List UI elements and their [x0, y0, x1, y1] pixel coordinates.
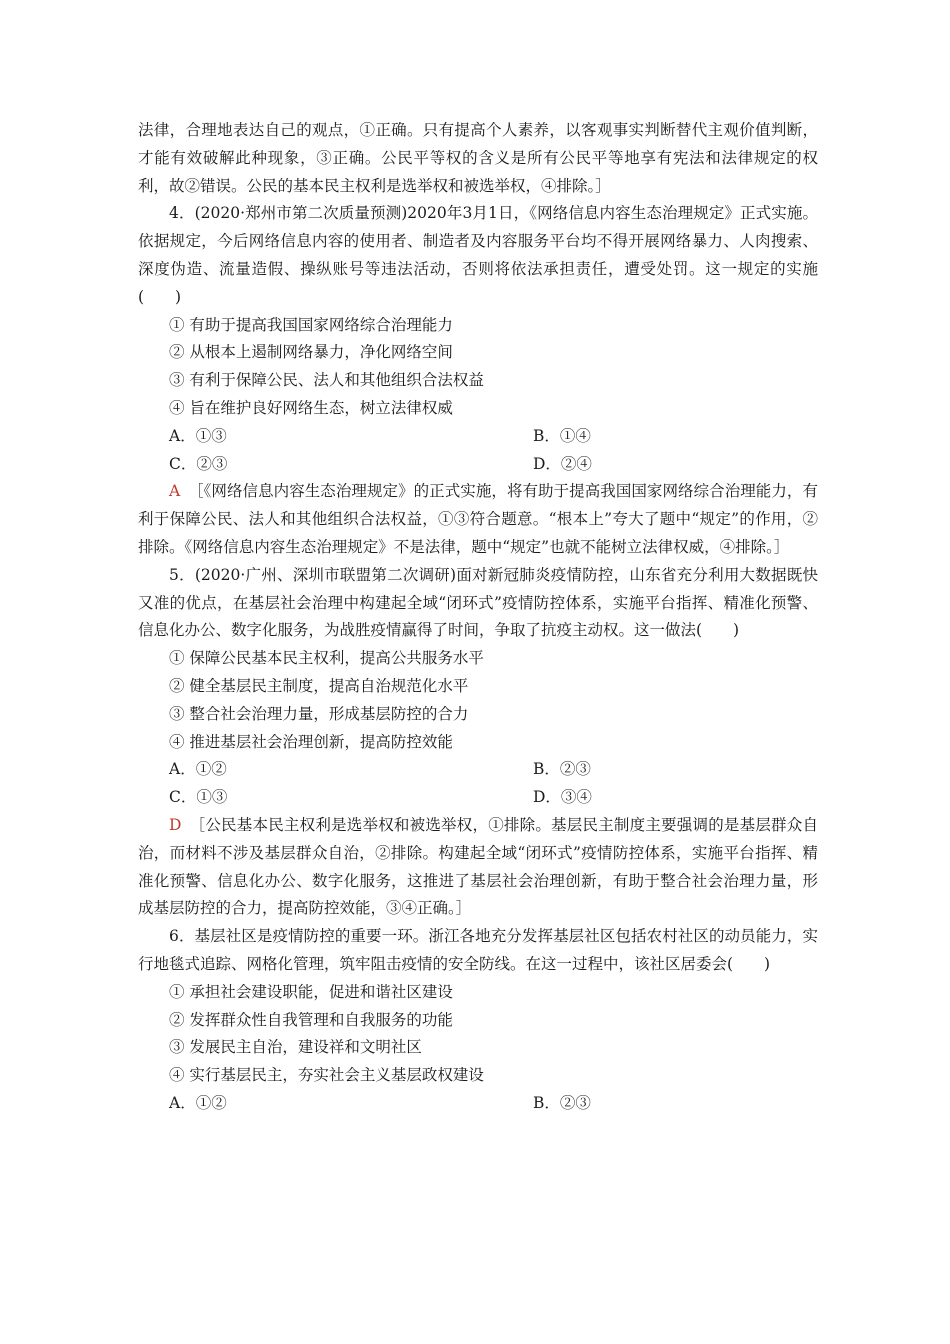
previous-explanation: 法律，合理地表达自己的观点，①正确。只有提高个人素养，以客观事实判断替代主观价值判断，才能有效破解此种现象，③正确。公民平等权的含义是所有公民平等地享有宪法和法律规定的权利，故②错误。公民的基本民主权利是选举权和被选举权，④排除。］: [138, 121, 818, 195]
question-4-choice-d: D．②④: [533, 454, 592, 473]
question-5-option-4: ④ 推进基层社会治理创新，提高防控效能: [169, 732, 453, 751]
question-6-stem: 6．基层社区是疫情防控的重要一环。浙江各地充分发挥基层社区包括农村社区的动员能力，实行地毯式追踪、网格化管理，筑牢阻击疫情的安全防线。在这一过程中，该社区居委会( ): [138, 927, 818, 973]
question-6-option-4: ④ 实行基层民主，夯实社会主义基层政权建设: [169, 1066, 484, 1085]
question-5-stem: 5．(2020·广州、深圳市联盟第二次调研)面对新冠肺炎疫情防控，山东省充分利用大数据既快又准的优点，在基层社会治理中构建起全域“闭环式”疫情防控体系，实施平台指挥、精准化预警、信息化办公、数字化服务，为战胜疫情赢得了时间，争取了抗疫主动权。这一做法( ): [138, 565, 818, 640]
question-4-option-4: ④ 旨在维护良好网络生态，树立法律权威: [169, 398, 453, 417]
question-4-choice-b: B．①④: [533, 426, 591, 445]
question-4-explanation-text: ［《网络信息内容生态治理规定》的正式实施，将有助于提高我国国家网络综合治理能力，有利于保障公民、法人和其他组织合法权益，①③符合题意。“根本上”夸大了题中“规定”的作用，②排除。《网络信息内容生态治理规定》不是法律，题中“规定”也就不能树立法律权威，④排除。］: [138, 482, 818, 556]
question-4-stem: 4．(2020·郑州市第二次质量预测)2020年3月1日，《网络信息内容生态治理规定》正式实施。依据规定，今后网络信息内容的使用者、制造者及内容服务平台均不得开展网络暴力、人肉搜索、深度伪造、流量造假、操纵账号等违法活动，否则将依法承担责任，遭受处罚。这一规定的实施( ): [138, 204, 818, 306]
question-6-choices-row-1: [138, 1090, 818, 1118]
question-5-explanation-text: ［公民基本民主权利是选举权和被选举权，①排除。基层民主制度主要强调的是基层群众自治，而材料不涉及基层群众自治，②排除。构建起全域“闭环式”疫情防控体系，实施平台指挥、精准化预警、信息化办公、数字化服务，这推进了基层社会治理创新，有助于整合社会治理力量，形成基层防控的合力，提高防控效能，③④正确。］: [138, 815, 818, 918]
question-5-choices-row-2: [138, 784, 818, 812]
question-5-choice-c: C．①③: [169, 788, 228, 807]
question-5-choices-row-1: [138, 756, 818, 784]
question-4-explanation: [138, 478, 818, 561]
question-5-choice-d: D．③④: [533, 788, 592, 807]
question-6-option-1: ① 承担社会建设职能，促进和谐社区建设: [169, 982, 453, 1001]
question-4-choice-a: A．①③: [169, 426, 227, 445]
question-5-option-1: ① 保障公民基本民主权利，提高公共服务水平: [169, 649, 484, 668]
question-6-choice-a: A．①②: [169, 1093, 227, 1112]
question-4-choice-c: C．②③: [169, 454, 228, 473]
document-body: [138, 117, 818, 1118]
question-4-option-2: ② 从根本上遏制网络暴力，净化网络空间: [169, 343, 453, 362]
question-4-choices-row-2: [138, 451, 818, 479]
question-5-option-3: ③ 整合社会治理力量，形成基层防控的合力: [169, 704, 469, 723]
question-5-answer: D: [169, 815, 182, 834]
question-4-choices-row-1: [138, 423, 818, 451]
question-4-answer: A: [169, 482, 181, 501]
question-4-option-3: ③ 有利于保障公民、法人和其他组织合法权益: [169, 371, 484, 390]
question-5-explanation: [138, 812, 818, 923]
question-6-option-3: ③ 发展民主自治，建设祥和文明社区: [169, 1038, 422, 1057]
question-5-option-2: ② 健全基层民主制度，提高自治规范化水平: [169, 676, 469, 695]
question-6-choice-b: B．②③: [533, 1093, 591, 1112]
question-5-choice-a: A．①②: [169, 760, 227, 779]
question-4-option-1: ① 有助于提高我国国家网络综合治理能力: [169, 315, 453, 334]
question-6-option-2: ② 发挥群众性自我管理和自我服务的功能: [169, 1010, 453, 1029]
question-5-choice-b: B．②③: [533, 760, 591, 779]
